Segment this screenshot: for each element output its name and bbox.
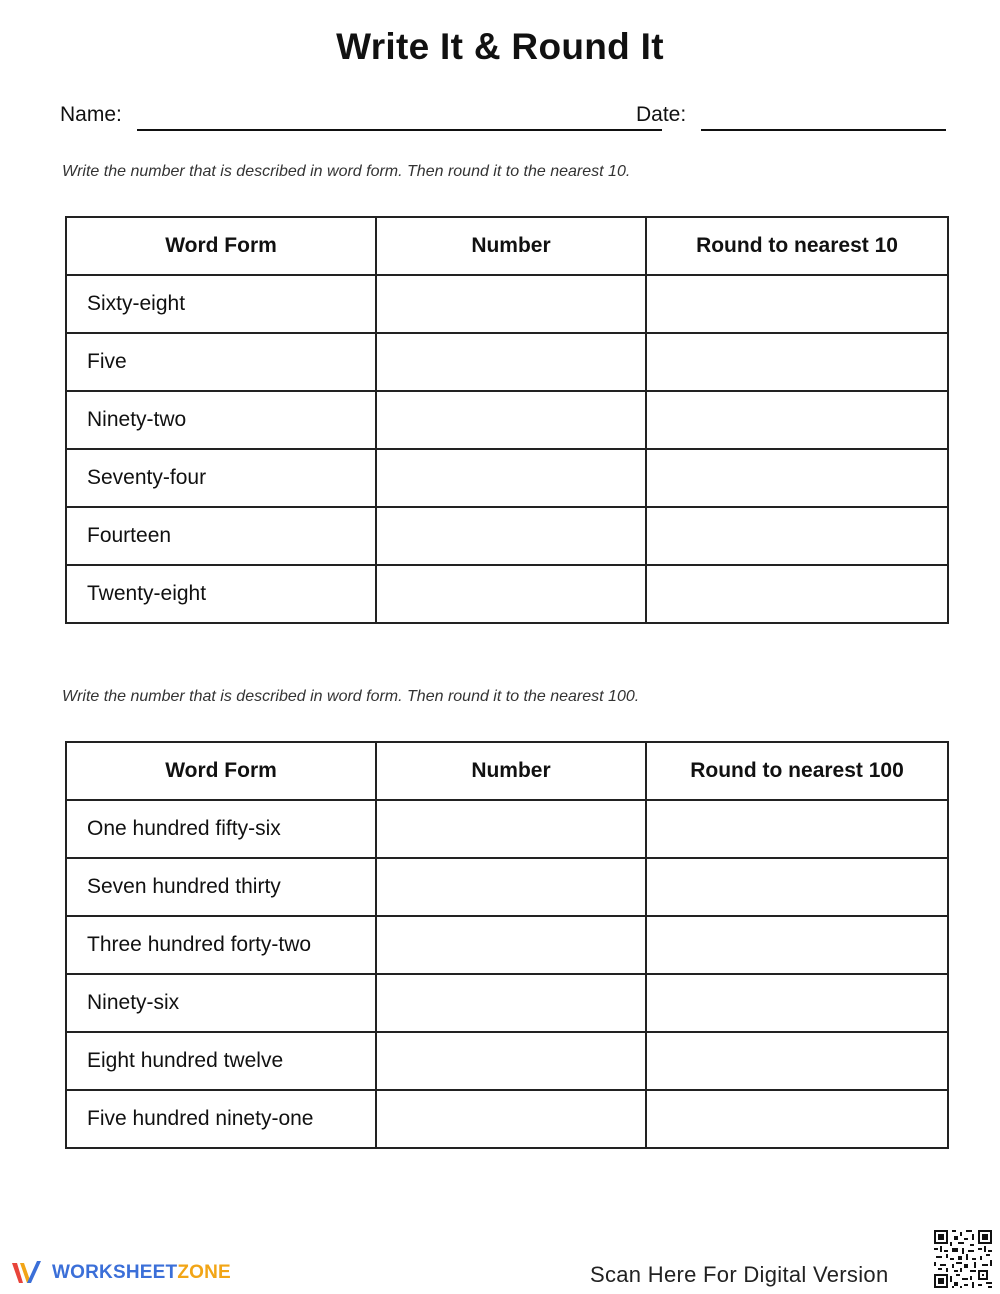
number-answer-cell[interactable] bbox=[376, 391, 646, 449]
qr-code-icon[interactable] bbox=[934, 1230, 992, 1288]
instruction-round-10: Write the number that is described in word form. Then round it to the nearest 10. bbox=[62, 163, 631, 180]
table-header-row bbox=[66, 742, 948, 800]
column-header-number: Number bbox=[376, 217, 646, 275]
number-answer-cell[interactable] bbox=[376, 916, 646, 974]
word-form-cell: Five hundred ninety-one bbox=[66, 1090, 376, 1148]
round-answer-cell[interactable] bbox=[646, 1090, 948, 1148]
number-answer-cell[interactable] bbox=[376, 1032, 646, 1090]
number-answer-cell[interactable] bbox=[376, 858, 646, 916]
column-header-word-form: Word Form bbox=[66, 742, 376, 800]
number-answer-cell[interactable] bbox=[376, 1090, 646, 1148]
number-answer-cell[interactable] bbox=[376, 565, 646, 623]
round-answer-cell[interactable] bbox=[646, 275, 948, 333]
table-row bbox=[66, 565, 948, 623]
column-header-round: Round to nearest 10 bbox=[646, 217, 948, 275]
table-row bbox=[66, 1090, 948, 1148]
logo-word-zone: ZONE bbox=[177, 1262, 231, 1283]
round-answer-cell[interactable] bbox=[646, 800, 948, 858]
table-row bbox=[66, 858, 948, 916]
logo-text bbox=[52, 1262, 231, 1284]
word-form-cell: One hundred fifty-six bbox=[66, 800, 376, 858]
number-answer-cell[interactable] bbox=[376, 449, 646, 507]
scan-instruction: Scan Here For Digital Version bbox=[590, 1262, 889, 1287]
table-row bbox=[66, 333, 948, 391]
worksheetzone-logo-icon bbox=[10, 1259, 46, 1287]
name-label: Name: bbox=[60, 103, 122, 126]
word-form-cell: Three hundred forty-two bbox=[66, 916, 376, 974]
column-header-number: Number bbox=[376, 742, 646, 800]
round-answer-cell[interactable] bbox=[646, 333, 948, 391]
round-answer-cell[interactable] bbox=[646, 507, 948, 565]
table-row bbox=[66, 1032, 948, 1090]
round-answer-cell[interactable] bbox=[646, 565, 948, 623]
round-answer-cell[interactable] bbox=[646, 858, 948, 916]
word-form-cell: Eight hundred twelve bbox=[66, 1032, 376, 1090]
word-form-cell: Fourteen bbox=[66, 507, 376, 565]
table-row bbox=[66, 507, 948, 565]
name-date-row bbox=[60, 103, 946, 133]
word-form-cell: Seven hundred thirty bbox=[66, 858, 376, 916]
date-field[interactable] bbox=[701, 129, 946, 131]
word-form-cell: Sixty-eight bbox=[66, 275, 376, 333]
word-form-cell: Twenty-eight bbox=[66, 565, 376, 623]
table-row bbox=[66, 916, 948, 974]
instruction-round-100: Write the number that is described in word form. Then round it to the nearest 100. bbox=[62, 688, 640, 705]
round-answer-cell[interactable] bbox=[646, 974, 948, 1032]
number-answer-cell[interactable] bbox=[376, 507, 646, 565]
word-form-cell: Ninety-six bbox=[66, 974, 376, 1032]
number-answer-cell[interactable] bbox=[376, 974, 646, 1032]
worksheetzone-logo[interactable] bbox=[10, 1258, 231, 1288]
round-answer-cell[interactable] bbox=[646, 916, 948, 974]
table-row bbox=[66, 275, 948, 333]
page-title: Write It & Round It bbox=[336, 26, 664, 67]
number-answer-cell[interactable] bbox=[376, 800, 646, 858]
word-form-cell: Five bbox=[66, 333, 376, 391]
round-answer-cell[interactable] bbox=[646, 1032, 948, 1090]
round-answer-cell[interactable] bbox=[646, 449, 948, 507]
name-field[interactable] bbox=[137, 129, 662, 131]
column-header-word-form: Word Form bbox=[66, 217, 376, 275]
number-answer-cell[interactable] bbox=[376, 333, 646, 391]
word-form-cell: Seventy-four bbox=[66, 449, 376, 507]
logo-word-worksheet: WORKSHEET bbox=[52, 1262, 178, 1283]
table-row bbox=[66, 974, 948, 1032]
word-form-cell: Ninety-two bbox=[66, 391, 376, 449]
table-round-100 bbox=[65, 741, 949, 1149]
date-label: Date: bbox=[636, 103, 687, 126]
number-answer-cell[interactable] bbox=[376, 275, 646, 333]
table-row bbox=[66, 391, 948, 449]
table-round-10 bbox=[65, 216, 949, 624]
table-header-row bbox=[66, 217, 948, 275]
table-row bbox=[66, 449, 948, 507]
table-row bbox=[66, 800, 948, 858]
round-answer-cell[interactable] bbox=[646, 391, 948, 449]
column-header-round: Round to nearest 100 bbox=[646, 742, 948, 800]
